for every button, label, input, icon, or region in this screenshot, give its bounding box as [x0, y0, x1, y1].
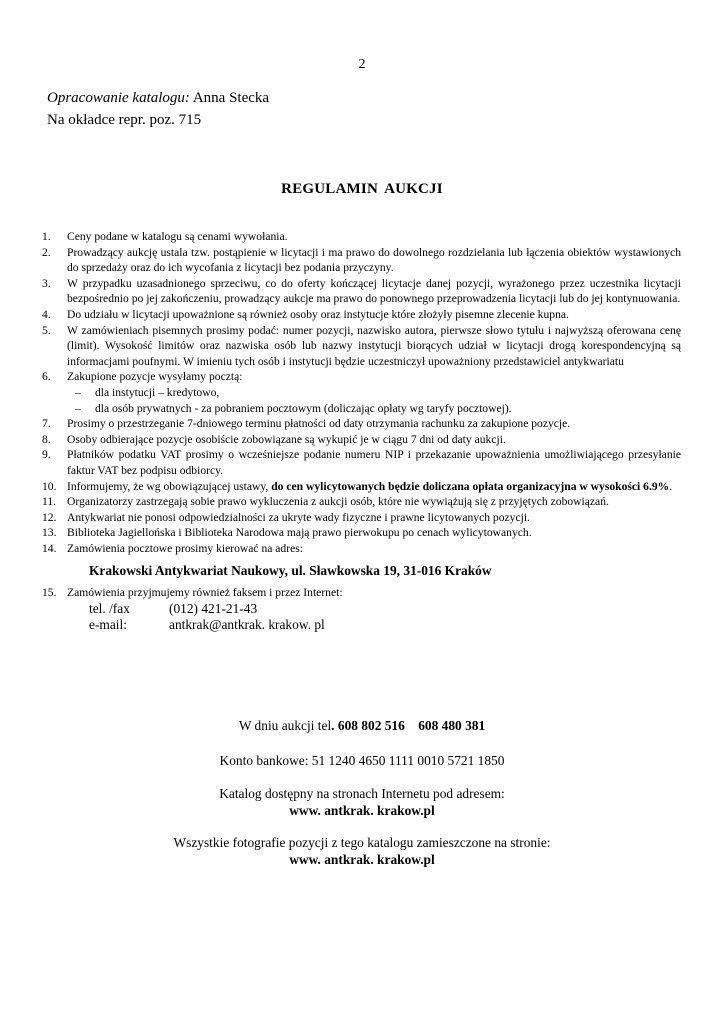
photos-online-url: www. antkrak. krakow.pl — [289, 852, 435, 867]
rule-item — [42, 245, 681, 276]
shop-address: Krakowski Antykwariat Naukowy, ul. Sławkowska 19, 31-016 Kraków — [89, 563, 492, 579]
catalog-author: Anna Stecka — [192, 90, 270, 106]
rule-text: Do udziału w licytacji upoważnione są również osoby oraz instytucje które złożyły pisemne zlecenie kupna. — [67, 307, 569, 321]
catalog-online — [0, 785, 724, 819]
bank-account: Konto bankowe: 51 1240 4650 1111 0010 5721 1850 — [219, 753, 505, 768]
rule-text: Osoby odbierające pozycje osobiście zobowiązane są wykupić je w ciągu 7 dni od daty aukcji. — [67, 432, 506, 446]
catalog-credit-label: Opracowanie katalogu: — [47, 90, 190, 106]
shipping-option — [67, 385, 681, 401]
rule-number: 7. — [42, 417, 51, 431]
rule-text: Zakupione pozycje wysyłamy pocztą: — [67, 370, 243, 384]
cover-note: Na okładce repr. poz. 715 — [47, 112, 202, 128]
contact-details — [67, 601, 681, 633]
rule-number: 10. — [42, 479, 57, 493]
rule-item — [42, 541, 681, 557]
rule-text: Płatników podatku VAT prosimy o wcześniejsze podanie numeru NIP i przekazanie upoważnienia umożliwiającego przesyłanie faktur VAT bez podpisu odbiorcy. — [67, 448, 681, 477]
auction-day-numbers: . 608 802 516 608 480 381 — [331, 718, 486, 733]
rule-text: Prowadzący aukcję ustala tzw. postąpienie w licytacji i ma prawo do dowolnego rozdzielania lub łączenia obiektów wystawionych do sprzedaży oraz do ich wycofania z licytacji bez podania przyczyny. — [67, 245, 681, 275]
fax-value: (012) 421-21-43 — [169, 600, 258, 616]
shipping-option-text: dla osób prywatnych - za pobraniem pocztowym (doliczając opłaty wg taryfy pocztowej). — [95, 401, 512, 415]
rule-item — [42, 323, 681, 370]
rule-number: 8. — [42, 432, 51, 446]
rule-text: Zamówienia przyjmujemy również faksem i przez Internet: — [67, 586, 343, 600]
rule-item — [42, 525, 681, 541]
rule-text: Prosimy o przestrzeganie 7-dniowego terminu płatności od daty otrzymania rachunku za zakupione pozycje. — [67, 417, 571, 431]
rule-text: Zamówienia pocztowe prosimy kierować na adres: — [67, 541, 303, 555]
dash-bullet: – — [75, 385, 81, 399]
rule-number: 2. — [42, 245, 51, 259]
rule-text: Biblioteka Jagiellońska i Biblioteka Narodowa mają prawo pierwokupu po cenach wylicytowanych. — [67, 526, 532, 540]
rule-item — [42, 276, 681, 307]
email-row — [89, 617, 681, 633]
rule-number: 4. — [42, 307, 51, 321]
rule-number: 15. — [42, 586, 57, 600]
rule-number: 12. — [42, 510, 57, 524]
catalog-online-url: www. antkrak. krakow.pl — [289, 803, 435, 818]
auction-day-phones — [0, 717, 724, 734]
rule-text: W zamówieniach pisemnych prosimy podać: numer pozycji, nazwisko autora, pierwsze słowo tytułu i najwyższą oferowana cenę (limit). Wysokość limitów oraz nazwiska osób lub nazwy instytucji biorących udział w licytacji drogą korespondencyjną są informacjami poufnymi. W imieniu tych osób i instytucji będzie uczestniczył upoważniony przedstawiciel antykwariatu — [67, 323, 681, 368]
shipping-options — [67, 385, 681, 416]
rule-number: 9. — [42, 448, 51, 462]
rule-item — [42, 447, 681, 478]
fax-label: tel. /fax — [89, 600, 130, 616]
email-label: e-mail: — [89, 616, 127, 632]
rule-item — [42, 432, 681, 448]
catalog-credit — [47, 90, 269, 107]
rule-number: 1. — [42, 230, 51, 243]
rule-item — [42, 494, 681, 510]
address-block — [47, 563, 681, 579]
page-number: 2 — [358, 57, 366, 72]
rule-number: 3. — [42, 276, 51, 290]
rule-item — [42, 479, 681, 495]
fee-notice: do cen wylicytowanych będzie doliczana opłata organizacyjna w wysokości 6.9% — [271, 479, 670, 493]
auction-day-label: W dniu aukcji tel — [238, 718, 332, 733]
dash-bullet: – — [75, 401, 81, 415]
rule-text: Organizatorzy zastrzegają sobie prawo wykluczenia z aukcji osób, które nie wywiążują się z przyjętych zobowiązań. — [67, 495, 609, 509]
rules-heading: REGULAMIN AUKCJI — [281, 181, 443, 197]
rule-item — [42, 510, 681, 526]
rule-number: 14. — [42, 541, 57, 555]
shipping-option-text: dla instytucji – kredytowo, — [95, 385, 220, 399]
rule-number: 6. — [42, 370, 51, 384]
rules-list — [42, 229, 681, 633]
rule-item — [42, 416, 681, 432]
photos-online-text: Wszystkie fotografie pozycji z tego katalogu zamieszczone na stronie: — [173, 835, 551, 850]
rule-text-start: Informujemy, że wg obowiązującej ustawy, — [67, 479, 272, 493]
rule-number: 5. — [42, 323, 51, 337]
rule-text: W przypadku uzasadnionego sprzeciwu, co do oferty kończącej licytacje danej pozycji, wyrażonego przez uczestnika licytacji bezpośrednio po jej zakończeniu, prowadzący aukcje ma prawo do ponownego przeprowadzenia licytacji lub do jej kontynuowania. — [67, 276, 681, 306]
rule-text: Antykwariat nie ponosi odpowiedzialności za ukryte wady fizyczne i prawne licytowanych pozycji. — [67, 510, 530, 524]
rule-item — [42, 229, 681, 245]
email-value: antkrak@antkrak. krakow. pl — [169, 616, 325, 632]
rule-item — [42, 307, 681, 323]
rule-item — [42, 585, 681, 633]
shipping-option — [67, 401, 681, 417]
rule-number: 11. — [42, 495, 57, 509]
rule-text-end: . — [669, 479, 673, 493]
photos-online — [0, 834, 724, 868]
rule-item — [42, 369, 681, 416]
rule-text: Ceny podane w katalogu są cenami wywołania. — [67, 230, 288, 243]
rule-number: 13. — [42, 526, 57, 540]
fax-row — [89, 601, 681, 617]
catalog-online-text: Katalog dostępny na stronach Internetu pod adresem: — [219, 786, 505, 801]
